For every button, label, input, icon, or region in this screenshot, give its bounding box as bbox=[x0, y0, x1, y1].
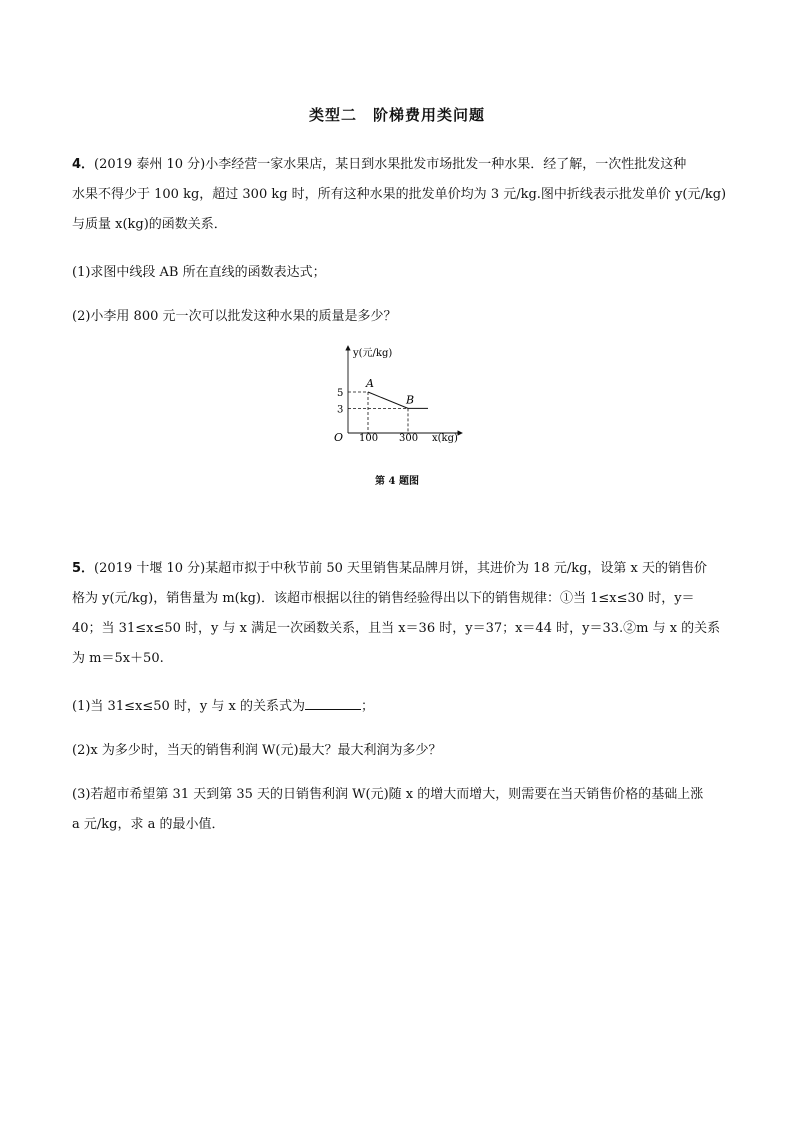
question-5-part-1: (1)当 31≤x≤50 时，y 与 x 的关系式为 ； bbox=[72, 699, 374, 714]
q4-line-2: 水果不得少于 100 kg，超过 300 kg 时，所有这种水果的批发单价均为 3 元/kg.图中折线表示批发单价 y(元/kg) bbox=[72, 187, 727, 202]
question-4-part-1: (1)求图中线段 AB 所在直线的函数表达式； bbox=[72, 265, 326, 280]
q5-part-3-line-1: (3)若超市希望第 31 天到第 35 天的日销售利润 W(元)随 x 的增大而增大，则需要在当天销售价格的基础上涨 bbox=[72, 787, 704, 802]
y-axis-label: y(元/kg) bbox=[353, 348, 393, 359]
q4-line-1: 4．(2019 泰州 10 分)小李经营一家水果店，某日到水果批发市场批发一种水果．经了解，一次性批发这种 bbox=[72, 157, 687, 172]
y-tick-label: 3 bbox=[337, 404, 344, 416]
q4-line-3: 与质量 x(kg)的函数关系． bbox=[72, 217, 227, 232]
question-number: 4． bbox=[72, 157, 95, 172]
question-5-stem bbox=[72, 554, 724, 674]
figure-caption: 第 4 题图 bbox=[375, 476, 419, 487]
q5-part-3-line-2: a 元/kg，求 a 的最小值． bbox=[72, 817, 225, 832]
x-axis-label: x(kg) bbox=[432, 433, 458, 444]
q5-line-4: 为 m＝5x＋50. bbox=[72, 651, 164, 666]
q5-line-3: 40；当 31≤x≤50 时，y 与 x 满足一次函数关系，且当 x＝36 时，y＝37；x＝44 时，y＝33.②m 与 x 的关系 bbox=[72, 621, 721, 636]
q5-line-2: 格为 y(元/kg)，销售量为 m(kg)．该超市根据以往的销售经验得出以下的销售规律：①当 1≤x≤30 时，y＝ bbox=[72, 591, 695, 606]
graph-segment bbox=[368, 392, 408, 408]
x-tick-label: 300 bbox=[399, 433, 419, 444]
section-title: 类型二 阶梯费用类问题 bbox=[308, 106, 485, 124]
question-number: 5． bbox=[72, 561, 95, 576]
point-label-b: B bbox=[406, 393, 415, 407]
question-4-stem bbox=[72, 150, 727, 240]
answer-blank bbox=[305, 697, 361, 710]
question-4-figure bbox=[320, 340, 470, 455]
origin-label: O bbox=[334, 431, 344, 444]
x-tick-label: 100 bbox=[359, 433, 379, 444]
question-4-part-2: (2)小李用 800 元一次可以批发这种水果的质量是多少？ bbox=[72, 309, 397, 324]
question-5-part-2: (2)x 为多少时，当天的销售利润 W(元)最大？最大利润为多少？ bbox=[72, 743, 442, 758]
y-tick-label: 5 bbox=[337, 388, 344, 399]
question-5-part-3 bbox=[72, 780, 724, 840]
q5-line-1: 5．(2019 十堰 10 分)某超市拟于中秋节前 50 天里销售某品牌月饼，其进价为 18 元/kg，设第 x 天的销售价 bbox=[72, 561, 708, 576]
point-label-a: A bbox=[366, 377, 374, 390]
